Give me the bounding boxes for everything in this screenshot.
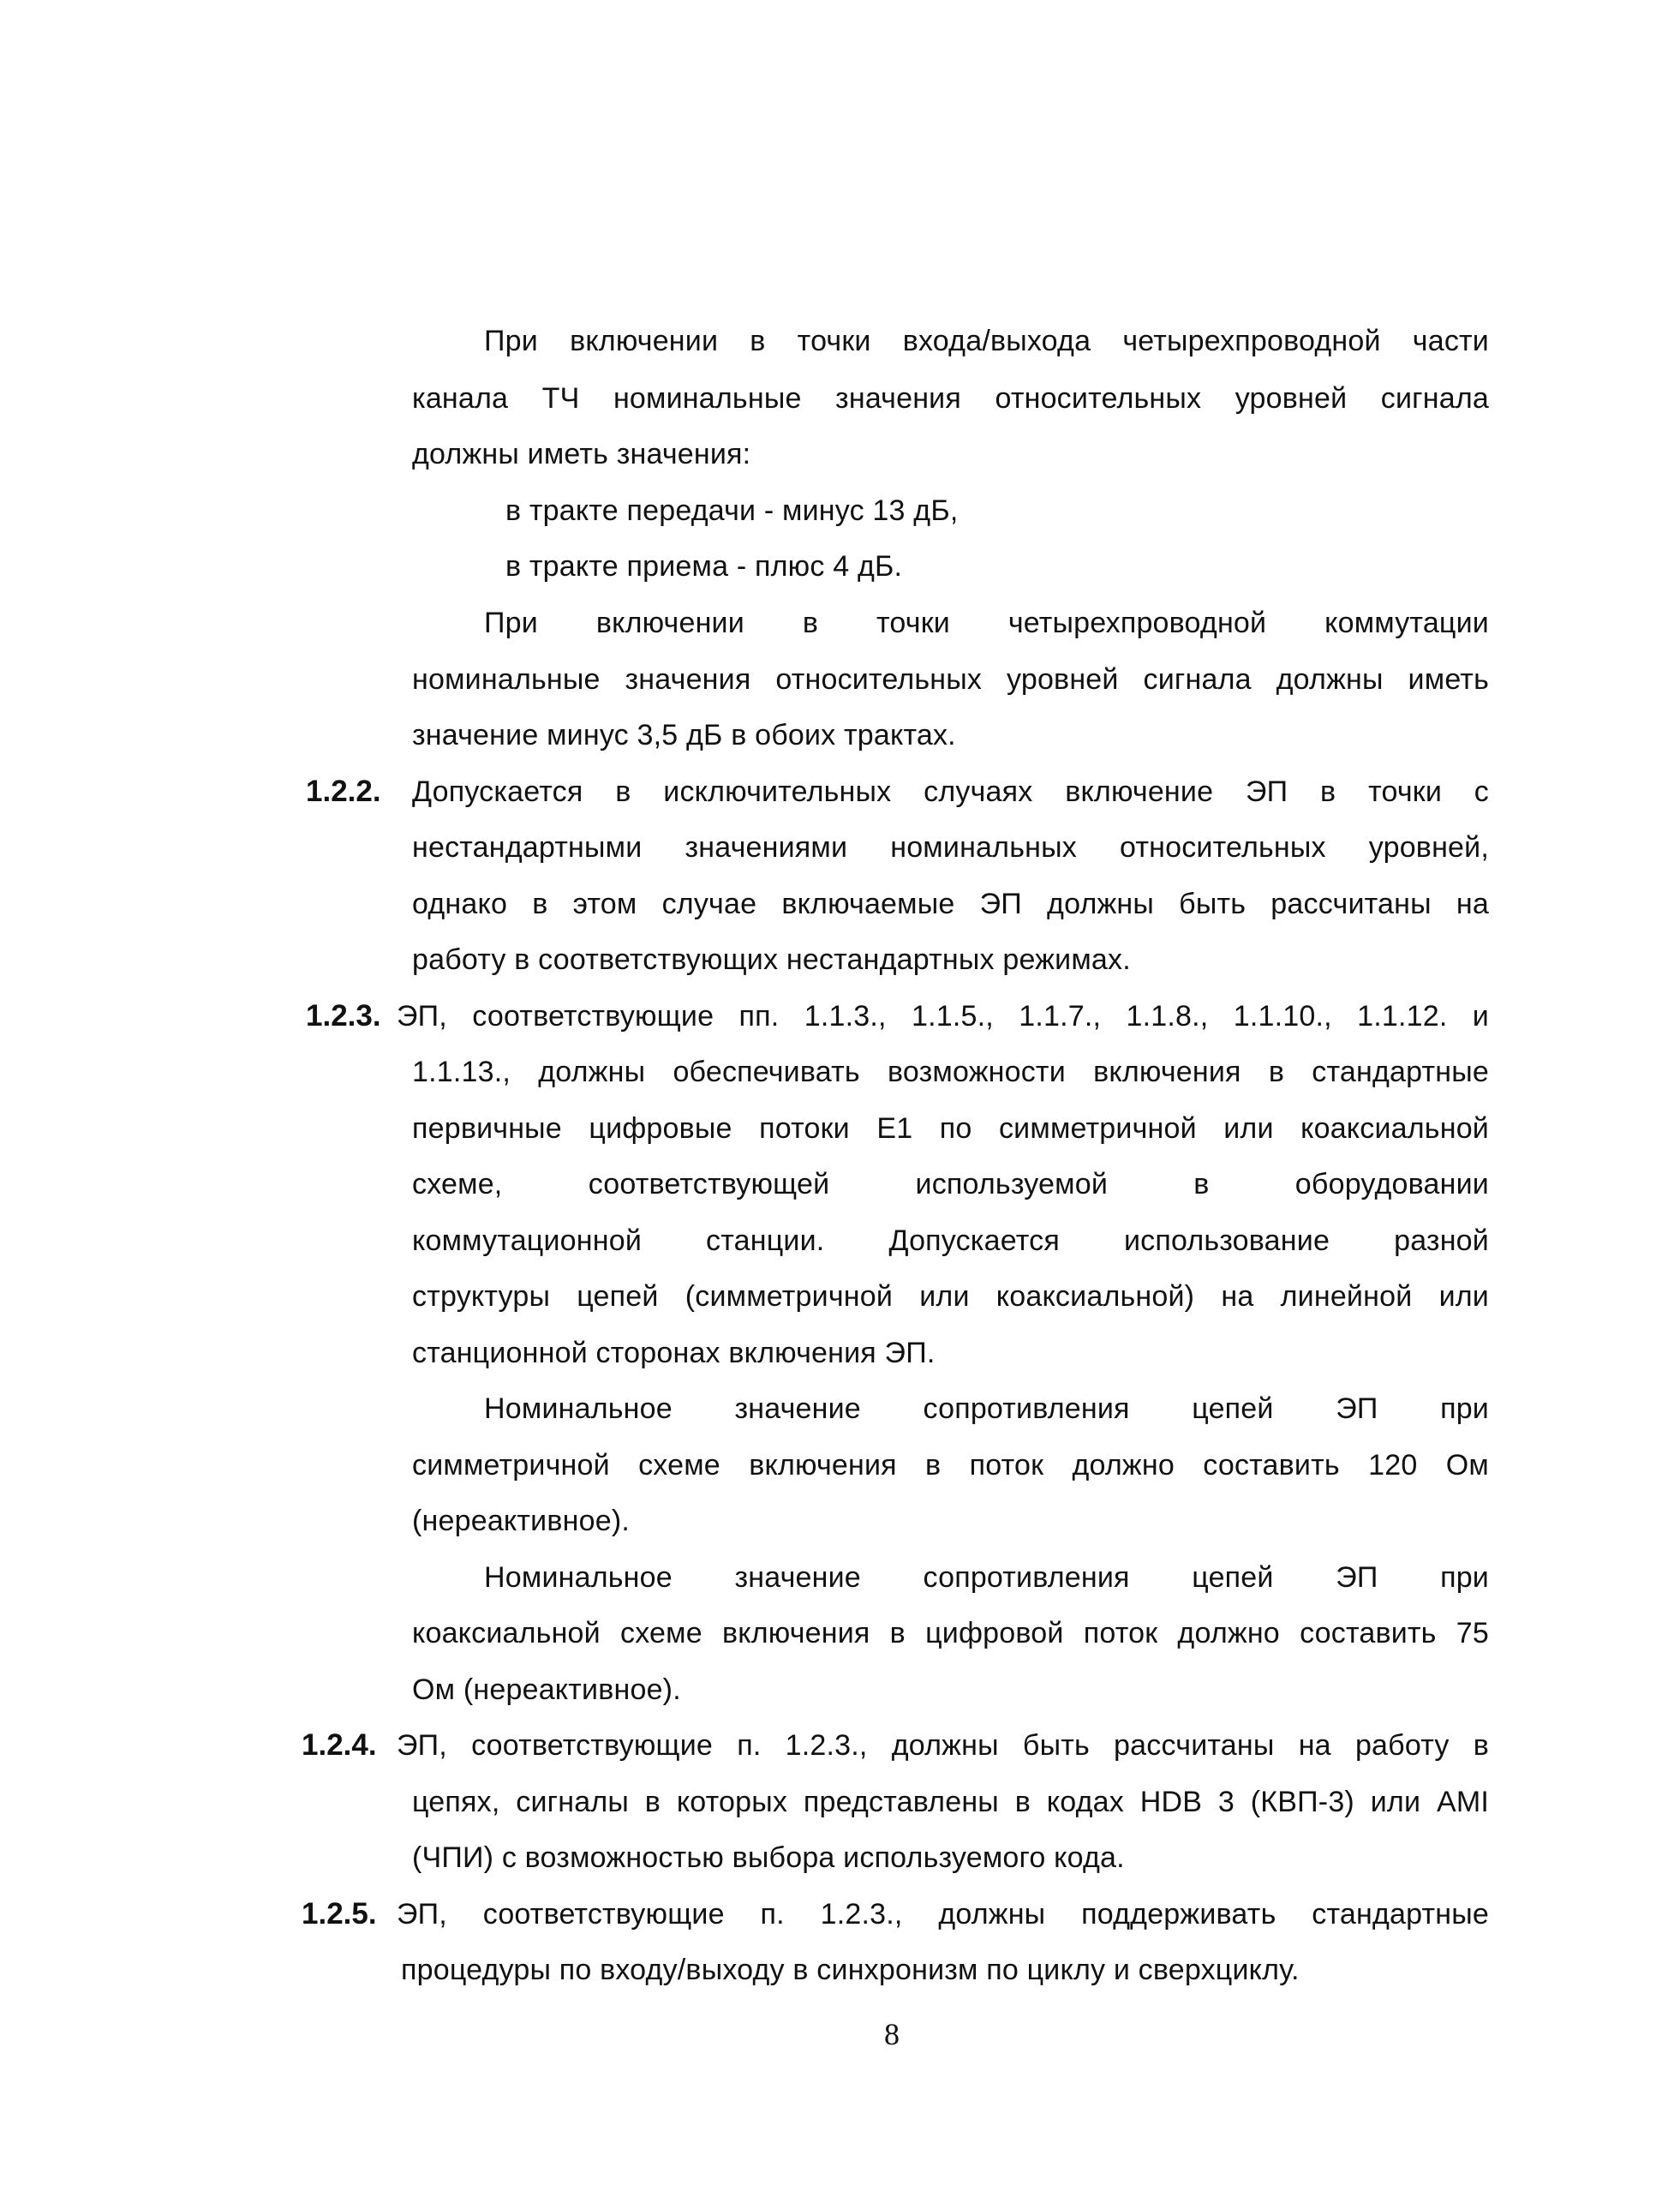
paragraph-line: Номинальное значение сопротивления цепей ЭП при: [484, 1561, 1489, 1594]
paragraph-line: (нереактивное).: [412, 1505, 630, 1537]
paragraph-line: ЭП, соответствующие п. 1.2.3., должны быть рассчитаны на работу в: [397, 1729, 1489, 1762]
paragraph-line: значение минус 3,5 дБ в обоих трактах.: [412, 719, 956, 751]
paragraph-line: работу в соответствующих нестандартных режимах.: [412, 943, 1131, 976]
paragraph-line: нестандартными значениями номинальных относительных уровней,: [412, 831, 1489, 864]
paragraph-line: схеме, соответствующей используемой в оборудовании: [412, 1168, 1489, 1200]
clause-number: 1.2.2.: [306, 775, 381, 808]
paragraph-line: коаксиальной схеме включения в цифровой поток должно составить 75: [412, 1617, 1489, 1649]
paragraph-line: первичные цифровые потоки Е1 по симметричной или коаксиальной: [412, 1112, 1489, 1145]
paragraph-line: структуры цепей (симметричной или коаксиальной) на линейной или: [412, 1280, 1489, 1313]
page-number: 8: [884, 2017, 900, 2051]
paragraph-line: номинальные значения относительных уровней сигнала должны иметь: [412, 663, 1489, 696]
paragraph-line: (ЧПИ) с возможностью выбора используемого кода.: [412, 1841, 1125, 1874]
paragraph-line: в тракте приема - плюс 4 дБ.: [505, 550, 903, 583]
paragraph-line: Номинальное значение сопротивления цепей ЭП при: [484, 1392, 1489, 1425]
paragraph-line: симметричной схеме включения в поток должно составить 120 Ом: [412, 1449, 1489, 1482]
paragraph-line: в тракте передачи - минус 13 дБ,: [505, 494, 959, 527]
clause-number: 1.2.5.: [302, 1897, 377, 1931]
paragraph-line: станционной сторонах включения ЭП.: [412, 1337, 936, 1369]
paragraph-line: цепях, сигналы в которых представлены в кодах HDB 3 (КВП-3) или AMI: [412, 1786, 1489, 1818]
paragraph-line: однако в этом случае включаемые ЭП должны быть рассчитаны на: [412, 888, 1489, 920]
clause-number: 1.2.3.: [306, 999, 381, 1033]
clause-number: 1.2.4.: [302, 1728, 377, 1762]
paragraph-line: При включении в точки входа/выхода четырехпроводной части: [484, 325, 1489, 357]
paragraph-line: ЭП, соответствующие п. 1.2.3., должны поддерживать стандартные: [397, 1898, 1489, 1931]
paragraph-line: канала ТЧ номинальные значения относительных уровней сигнала: [412, 382, 1489, 415]
paragraph-line: должны иметь значения:: [412, 438, 751, 470]
paragraph-line: Допускается в исключительных случаях включение ЭП в точки с: [412, 775, 1489, 808]
paragraph-line: 1.1.13., должны обеспечивать возможности включения в стандартные: [412, 1056, 1489, 1088]
paragraph-line: коммутационной станции. Допускается использование разной: [412, 1224, 1489, 1257]
paragraph-line: Ом (нереактивное).: [412, 1673, 681, 1706]
paragraph-line: При включении в точки четырехпроводной коммутации: [484, 607, 1489, 639]
paragraph-line: ЭП, соответствующие пп. 1.1.3., 1.1.5., 1.1.7., 1.1.8., 1.1.10., 1.1.12. и: [397, 1000, 1489, 1033]
paragraph-line: процедуры по входу/выходу в синхронизм по циклу и сверхциклу.: [401, 1954, 1300, 1986]
